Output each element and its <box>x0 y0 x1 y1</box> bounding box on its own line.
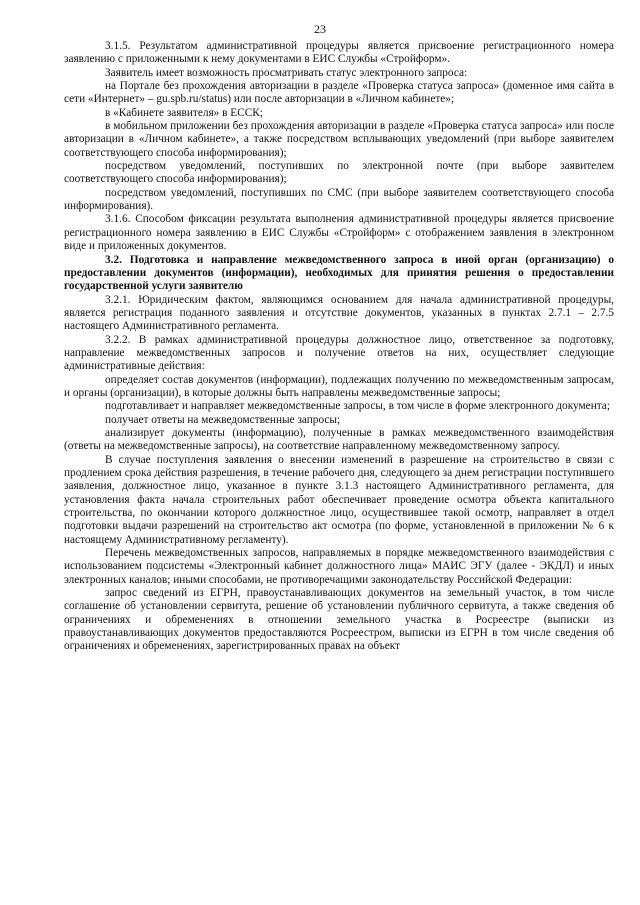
paragraph-request-list: Перечень межведомственных запросов, направляемых в порядке межведомственного взаимодействия с использованием подсистемы «Электронный кабинет должностного лица» МАИС ЭГУ (далее - ЭКДЛ) и иных электронных каналов; иными способами, не противоречащими законодательству Российской Федерации: <box>64 547 614 586</box>
list-item-email: посредством уведомлений, поступивших по электронной почте (при выборе заявителем соответствующего способа информирования); <box>64 160 614 186</box>
list-item-portal: на Портале без прохождения авторизации в разделе «Проверка статуса запроса» (доменное имя сайта в сети «Интернет» – gu.spb.ru/status) или после авторизации в «Личном кабинете»; <box>64 80 614 106</box>
list-item-egrn-request: запрос сведений из ЕГРН, правоустанавливающих документов на земельный участок, в том числе соглашение об установлении сервитута, решение об установлении публичного сервитута, а также сведения об ограничениях и обременениях в отношении земельного участка в Росреестре (выписки из правоустанавливающих документов предоставляются Росреестром, выписки из ЕГРН в том числе сведения об ограничениях и обременениях, зарегистрированных правах на объект <box>64 587 614 653</box>
list-item-determines: определяет состав документов (информации), подлежащих получению по межведомственным запросам, и органы (организации), в которые должны быть направлены межведомственные запросы; <box>64 373 614 399</box>
list-item-cabinet: в «Кабинете заявителя» в ЕССК; <box>105 106 263 119</box>
section-heading-3-2: 3.2. Подготовка и направление межведомственного запроса в иной орган (организацию) о предоставлении документов (информации), необходимых для принятия решения о предоставлении государственной услуги заявителю <box>64 253 614 293</box>
list-item-sms: посредством уведомлений, поступивших по СМС (при выборе заявителем соответствующего способа информирования). <box>64 186 614 213</box>
page-number: 23 <box>314 22 326 36</box>
paragraph-3-2-2: 3.2.2. В рамках административной процедуры должностное лицо, ответственное за подготовку, направление межведомственных запросов и получение ответов на них, осуществляет следующие административные действия: <box>64 333 614 373</box>
paragraph-permit-extension: В случае поступления заявления о внесении изменений в разрешение на строительство в связи с продлением срока действия разрешения, в течение рабочего дня, следующего за днем регистрации поступившего заявления, должностное лицо, указанное в пункте 3.1.3 настоящего Административного регламента, для установления факта начала строительных работ обеспечивает проведение осмотра объекта капитального строительства, по окончании которого должностное лицо, осуществившее такой осмотр, направляет в отдел подготовки выдачи разрешений на строительство акт осмотра (по форме, установленной в приложении № 6 к настоящему Административному регламенту). <box>64 453 614 546</box>
document-body <box>64 40 614 654</box>
paragraph-3-2-1: 3.2.1. Юридическим фактом, являющимся основанием для начала административной процедуры, является регистрация поданного заявления и отсутствие документов, указанных в пунктах 2.7.1 – 2.7.5 настоящего Административного регламента. <box>64 293 614 333</box>
list-item-prepares: подготавливает и направляет межведомственные запросы, в том числе в форме электронного документа; <box>105 400 610 413</box>
list-item-mobile-app: в мобильном приложении без прохождения авторизации в разделе «Проверка статуса запроса» или после авторизации в «Личном кабинете», а также посредством всплывающих уведомлений (при выборе заявителем соответствующего способа информирования); <box>64 120 614 159</box>
list-item-receives: получает ответы на межведомственные запросы; <box>105 413 341 426</box>
paragraph-3-1-5: 3.1.5. Результатом административной процедуры является присвоение регистрационного номера заявлению с приложенными к нему документами в ЕИС Службы «Стройформ». <box>64 40 614 66</box>
list-item-analyzes: анализирует документы (информацию), полученные в рамках межведомственного взаимодействия (ответы на межведомственные запросы), на соответствие направленному межведомственному запросу. <box>64 426 614 453</box>
paragraph-3-1-6: 3.1.6. Способом фиксации результата выполнения административной процедуры является присвоение регистрационного номера заявлению в ЕИС Службы «Стройформ» с отображением заявления в электронном виде и приложенных документов. <box>64 213 614 253</box>
paragraph-status-intro: Заявитель имеет возможность просматривать статус электронного запроса: <box>105 66 468 79</box>
